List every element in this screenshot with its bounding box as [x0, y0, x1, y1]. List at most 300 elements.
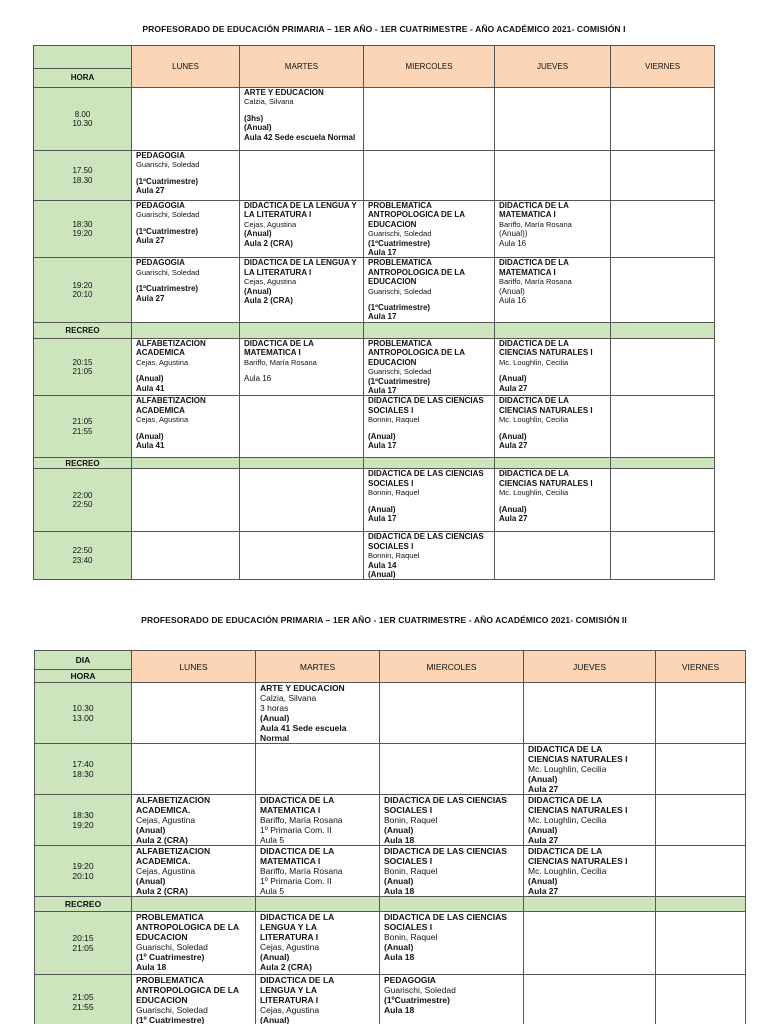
class-note: Aula 2 (CRA)	[244, 238, 293, 248]
time-value: 18:30	[72, 810, 94, 820]
subject-name: ALFABETIZACION	[136, 795, 211, 805]
class-cell	[380, 975, 524, 1024]
recreo-cell	[364, 458, 495, 469]
subject-name: ANTROPOLOGICA DE LA	[136, 922, 240, 932]
time-value: 13.00	[72, 713, 94, 723]
class-note: (1º Cuatrimestre)	[136, 1015, 205, 1024]
subject-name: DIDACTICA DE LA	[499, 396, 569, 406]
recreo-cell	[495, 322, 611, 338]
class-cell	[240, 338, 364, 395]
teacher-name: Cejas, Agustina	[136, 866, 196, 876]
subject-name: ANTROPOLOGICA DE LA	[368, 267, 466, 277]
class-cell	[495, 201, 611, 258]
class-cell	[380, 846, 524, 897]
time-slot	[35, 912, 132, 975]
class-cell	[132, 912, 256, 975]
class-note: Aula 27	[136, 293, 165, 303]
recreo-cell	[132, 897, 256, 912]
time-value: 20:15	[72, 933, 94, 943]
class-note: (Anual)	[368, 431, 396, 441]
class-cell	[495, 469, 611, 532]
subject-name: LITERATURA I	[260, 932, 319, 942]
time-slot-row	[35, 912, 746, 975]
day-header-lunes: LUNES	[132, 46, 240, 88]
empty-cell	[524, 683, 656, 744]
time-value: 18:30	[72, 769, 94, 779]
class-note: Aula 27	[499, 513, 528, 523]
hora-header: HORA	[35, 670, 132, 683]
teacher-name: Bariffo, María Rosana	[244, 357, 317, 367]
class-note: (Anual)	[528, 774, 558, 784]
class-note: Aula 18	[384, 1005, 415, 1015]
class-detail: Aula 16	[244, 374, 272, 384]
class-note: Aula 27	[499, 440, 528, 450]
day-header-martes: MARTES	[240, 46, 364, 88]
subject-name: PEDAGOGIA	[384, 975, 436, 985]
empty-cell	[495, 151, 611, 201]
time-slot-row	[35, 846, 746, 897]
class-cell	[132, 201, 240, 258]
empty-cell	[132, 744, 256, 795]
subject-name: ANTROPOLOGICA DE LA	[368, 348, 466, 358]
schedule-title-comision-2: PROFESORADO DE EDUCACIÓN PRIMARIA – 1ER AÑO - 1ER CUATRIMESTRE - AÑO ACADÉMICO 2021- COMISIÓN II	[141, 615, 627, 625]
subject-name: DIDACTICA DE LAS CIENCIAS	[368, 469, 484, 479]
class-note	[499, 367, 606, 374]
class-note: (Anual)	[368, 569, 396, 579]
class-note: (Anual)	[244, 229, 272, 239]
class-cell	[132, 151, 240, 201]
day-header-viernes: VIERNES	[611, 46, 715, 88]
class-note: (Anual)	[499, 504, 527, 514]
class-note: Aula 27	[528, 784, 559, 794]
teacher-name: Bariffo, María Rosana	[260, 866, 343, 876]
class-note: Aula 27	[528, 886, 559, 896]
subject-name: DIDACTICA DE LA	[244, 338, 314, 348]
class-note: (Anual)	[244, 123, 272, 133]
teacher-name: Bonnin, Raquel	[368, 551, 420, 561]
class-detail: 1º Primaria Com. II	[260, 825, 332, 835]
empty-cell	[611, 88, 715, 151]
class-cell	[524, 846, 656, 897]
time-slot	[34, 258, 132, 322]
time-slot-row	[34, 88, 715, 151]
recreo-cell	[240, 458, 364, 469]
teacher-name: Mc. Loughlin, Cecilia	[528, 866, 607, 876]
class-note: Aula 2 (CRA)	[244, 296, 293, 306]
subject-name: MATEMATICA I	[499, 210, 556, 220]
class-detail: 3 horas	[260, 703, 289, 713]
subject-name: EDUCACION	[368, 219, 417, 229]
class-cell	[240, 258, 364, 322]
hora-header: HORA	[34, 69, 132, 88]
time-slot-row	[34, 469, 715, 532]
class-note: (1ºCuatrimestre)	[368, 303, 431, 313]
class-note: (Anual)	[528, 876, 558, 886]
subject-name: PROBLEMATICA	[368, 338, 432, 348]
class-cell	[256, 975, 380, 1024]
subject-name: ARTE Y EDUCACION	[244, 88, 324, 97]
time-value: 21:05	[72, 417, 93, 427]
teacher-name: Bonnin, Raquel	[368, 415, 420, 425]
day-header-lunes: LUNES	[132, 651, 256, 683]
subject-name: SOCIALES I	[384, 805, 433, 815]
subject-name: ARTE Y EDUCACION	[260, 683, 345, 693]
time-slot-row	[34, 258, 715, 322]
time-slot-row	[34, 396, 715, 458]
time-slot-row	[35, 744, 746, 795]
class-cell	[364, 469, 495, 532]
class-note	[136, 277, 235, 284]
class-cell	[495, 396, 611, 458]
class-cell	[524, 744, 656, 795]
class-note: (Anual)	[384, 825, 414, 835]
teacher-name: Guarischi, Soledad	[368, 286, 432, 296]
class-note: (1ºCuatrimestre)	[368, 376, 431, 386]
class-note: (Anual)	[260, 1015, 290, 1024]
time-value: 21:05	[72, 943, 94, 953]
time-slot-row	[34, 338, 715, 395]
subject-name: PROBLEMATICA	[368, 201, 432, 210]
class-note	[499, 498, 606, 505]
subject-name: DIDACTICA DE LAS CIENCIAS	[384, 795, 507, 805]
class-note: (1ºCuatrimestre)	[136, 284, 199, 294]
teacher-name: Bonin, Raquel	[384, 866, 438, 876]
class-note: Aula 2 (CRA)	[136, 835, 188, 845]
time-slot	[34, 396, 132, 458]
class-note: Aula 18	[384, 886, 415, 896]
recreo-cell	[256, 897, 380, 912]
time-slot-row	[34, 532, 715, 580]
empty-cell	[380, 683, 524, 744]
recreo-cell	[380, 897, 524, 912]
teacher-name: Cejas, Agustina	[136, 415, 189, 425]
time-slot	[35, 683, 132, 744]
class-note: (Anual)	[499, 374, 527, 384]
subject-name: EDUCACION	[136, 995, 188, 1005]
empty-cell	[656, 795, 746, 846]
class-note: (Anual)	[136, 374, 164, 384]
empty-cell	[132, 88, 240, 151]
time-slot	[34, 88, 132, 151]
day-header-jueves: JUEVES	[524, 651, 656, 683]
time-value: 20:10	[72, 871, 94, 881]
subject-name: ALFABETIZACION	[136, 846, 211, 856]
time-value: 20:15	[72, 357, 93, 367]
subject-name: LENGUA Y LA	[260, 985, 317, 995]
class-note: Aula 27	[136, 186, 165, 196]
teacher-name: Bariffo, María Rosana	[260, 815, 343, 825]
empty-cell	[656, 975, 746, 1024]
teacher-name: Calzia, Silvana	[244, 97, 294, 107]
subject-name: DIDACTICA DE LA	[528, 846, 603, 856]
class-note: (Anual)	[499, 431, 527, 441]
day-header-jueves: JUEVES	[495, 46, 611, 88]
schedule-table-comision-1	[33, 45, 715, 580]
class-note: Aula 27	[528, 835, 559, 845]
class-note: Normal	[260, 733, 290, 743]
day-header-miercoles: MIERCOLES	[364, 46, 495, 88]
empty-cell	[656, 744, 746, 795]
class-cell	[256, 846, 380, 897]
class-note: Aula 41 Sede escuela	[260, 723, 347, 733]
recreo-row	[35, 897, 746, 912]
recreo-cell	[656, 897, 746, 912]
recreo-label: RECREO	[35, 897, 132, 912]
recreo-cell	[611, 458, 715, 469]
time-slot	[35, 846, 132, 897]
subject-name: SOCIALES I	[368, 405, 414, 415]
subject-name: MATEMATICA I	[499, 267, 556, 277]
class-cell	[524, 795, 656, 846]
class-note: (3hs)	[244, 113, 264, 123]
empty-cell	[611, 338, 715, 395]
class-note: Aula 41	[136, 383, 165, 393]
empty-cell	[132, 683, 256, 744]
subject-name: CIENCIAS NATURALES I	[528, 805, 628, 815]
class-note: Aula 17	[368, 440, 397, 450]
time-slot	[35, 744, 132, 795]
subject-name: ACADEMICA	[136, 405, 185, 415]
teacher-name: Cejas, Agustina	[260, 1005, 320, 1015]
subject-name: DIDACTICA DE LAS CIENCIAS	[368, 396, 484, 406]
class-note: (Anual)	[528, 825, 558, 835]
schedule-table-comision-2	[34, 650, 746, 1024]
teacher-name: Calzia, Silvana	[260, 693, 317, 703]
subject-name: DIDACTICA DE LA LENGUA Y	[244, 258, 357, 268]
class-note: (1ºCuatrimestre)	[136, 226, 199, 236]
class-detail: Aula 5	[260, 886, 285, 896]
day-header-viernes: VIERNES	[656, 651, 746, 683]
empty-cell	[524, 912, 656, 975]
time-value: 18:30	[72, 219, 93, 229]
class-note	[368, 425, 490, 432]
corner-header	[34, 46, 132, 69]
recreo-label: RECREO	[34, 322, 132, 338]
class-cell	[364, 532, 495, 580]
time-slot	[35, 975, 132, 1024]
recreo-cell	[495, 458, 611, 469]
time-value: 18.30	[72, 175, 93, 185]
class-cell	[132, 338, 240, 395]
class-note: Aula 17	[368, 385, 397, 395]
teacher-name: Guarischi, Soledad	[368, 229, 432, 239]
subject-name: CIENCIAS NATURALES I	[528, 856, 628, 866]
subject-name: DIDACTICA DE LA	[499, 338, 569, 348]
empty-cell	[611, 258, 715, 322]
empty-cell	[524, 975, 656, 1024]
class-cell	[495, 258, 611, 322]
class-note: Aula 27	[136, 236, 165, 246]
class-cell	[132, 846, 256, 897]
empty-cell	[611, 151, 715, 201]
time-value: 19:20	[72, 820, 94, 830]
time-value: 19:20	[72, 229, 93, 239]
class-note: Aula 41	[136, 440, 165, 450]
class-note	[136, 220, 235, 227]
day-header-martes: MARTES	[256, 651, 380, 683]
empty-cell	[364, 88, 495, 151]
subject-name: LA LITERATURA I	[244, 210, 312, 220]
subject-name: DIDACTICA DE LAS CIENCIAS	[384, 912, 507, 922]
class-detail: Aula 16	[499, 238, 527, 248]
class-note: (Anual)	[368, 504, 396, 514]
recreo-cell	[240, 322, 364, 338]
teacher-name: Cejas, Agustina	[244, 219, 297, 229]
class-note: Aula 27	[499, 383, 528, 393]
subject-name: ALFABETIZACION	[136, 396, 206, 406]
time-slot	[34, 532, 132, 580]
subject-name: DIDACTICA DE LA	[260, 912, 335, 922]
empty-cell	[364, 151, 495, 201]
subject-name: DIDACTICA DE LA	[499, 258, 569, 268]
time-value: 8.00	[74, 109, 91, 119]
time-slot	[34, 469, 132, 532]
class-note: Aula 17	[368, 513, 397, 523]
time-slot	[35, 795, 132, 846]
subject-name: EDUCACION	[368, 357, 417, 367]
subject-name: SOCIALES I	[384, 856, 433, 866]
class-cell	[256, 795, 380, 846]
class-note: (Anual)	[136, 431, 164, 441]
time-value: 17:40	[72, 759, 94, 769]
empty-cell	[656, 683, 746, 744]
teacher-name: Bariffo, María Rosana	[499, 277, 572, 287]
schedule-title-comision-1: PROFESORADO DE EDUCACIÓN PRIMARIA – 1ER AÑO - 1ER CUATRIMESTRE - AÑO ACADÉMICO 2021- COMISIÓN I	[142, 24, 626, 34]
subject-name: DIDACTICA DE LAS CIENCIAS	[368, 532, 484, 542]
time-value: 19:20	[72, 861, 94, 871]
class-note: Aula 2 (CRA)	[136, 886, 188, 896]
teacher-name: Mc. Loughlin, Cecilia	[528, 764, 607, 774]
subject-name: DIDACTICA DE LA	[260, 846, 335, 856]
empty-cell	[240, 151, 364, 201]
class-cell	[240, 88, 364, 151]
teacher-name: Guarischi, Soledad	[368, 367, 432, 377]
empty-cell	[611, 469, 715, 532]
teacher-name: Guarischi, Soledad	[136, 267, 200, 277]
subject-name: CIENCIAS NATURALES I	[499, 348, 593, 358]
empty-cell	[656, 912, 746, 975]
corner-header: DIA	[35, 651, 132, 670]
class-note: Aula 17	[368, 312, 397, 322]
subject-name: PROBLEMATICA	[136, 912, 204, 922]
class-note: (1ºCuatrimestre)	[368, 238, 431, 248]
time-slot-row	[35, 795, 746, 846]
time-slot-row	[34, 151, 715, 201]
class-cell	[380, 795, 524, 846]
recreo-cell	[364, 322, 495, 338]
time-value: 19:20	[72, 280, 93, 290]
subject-name: DIDACTICA DE LA LENGUA Y	[244, 201, 357, 210]
empty-cell	[656, 846, 746, 897]
class-detail: (Anual)	[499, 286, 525, 296]
subject-name: SOCIALES I	[368, 478, 414, 488]
empty-cell	[611, 396, 715, 458]
class-detail: Aula 16	[499, 296, 527, 306]
header-row	[34, 46, 715, 69]
teacher-name: Bonnin, Raquel	[368, 488, 420, 498]
subject-name: CIENCIAS NATURALES I	[499, 405, 593, 415]
teacher-name: Mc. Loughlin, Cecilia	[499, 415, 569, 425]
class-cell	[256, 912, 380, 975]
subject-name: PROBLEMATICA	[368, 258, 432, 268]
empty-cell	[380, 744, 524, 795]
class-cell	[364, 396, 495, 458]
teacher-name: Guarischi, Soledad	[136, 160, 200, 170]
subject-name: LITERATURA I	[260, 995, 319, 1005]
class-cell	[364, 258, 495, 322]
subject-name: CIENCIAS NATURALES I	[499, 478, 593, 488]
class-cell	[364, 201, 495, 258]
recreo-row	[34, 322, 715, 338]
empty-cell	[611, 532, 715, 580]
class-note: Aula 18	[136, 962, 167, 972]
class-note: (Anual)	[136, 876, 166, 886]
time-value: 22:00	[72, 490, 93, 500]
teacher-name: Guarischi, Soledad	[384, 985, 456, 995]
subject-name: ALFABETIZACION	[136, 338, 206, 348]
teacher-name: Mc. Loughlin, Cecilia	[499, 488, 569, 498]
time-value: 23:40	[72, 555, 93, 565]
class-note: (Anual)	[384, 876, 414, 886]
class-note: (Anual)	[136, 825, 166, 835]
time-slot	[34, 151, 132, 201]
empty-cell	[240, 396, 364, 458]
empty-cell	[240, 469, 364, 532]
time-slot-row	[34, 201, 715, 258]
class-detail: Aula 5	[260, 835, 285, 845]
subject-name: ANTROPOLOGICA DE LA	[136, 985, 240, 995]
teacher-name: Mc. Loughlin, Cecilia	[528, 815, 607, 825]
subject-name: PROBLEMATICA	[136, 975, 204, 985]
subject-name: DIDACTICA DE LA	[499, 469, 569, 479]
header-row	[35, 651, 746, 670]
class-note	[136, 425, 235, 432]
class-note	[244, 107, 359, 114]
class-note: Aula 14	[368, 560, 397, 570]
recreo-row	[34, 458, 715, 469]
subject-name: DIDACTICA DE LA	[528, 795, 603, 805]
time-slot	[34, 338, 132, 395]
time-value: 20:10	[72, 290, 93, 300]
empty-cell	[611, 201, 715, 258]
subject-name: ACADEMICA	[136, 348, 185, 358]
teacher-name: Cejas, Agustina	[136, 357, 189, 367]
class-note: Aula 17	[368, 248, 397, 258]
teacher-name: Bonin, Raquel	[384, 932, 438, 942]
time-value: 22:50	[72, 500, 93, 510]
time-value: 10.30	[72, 119, 93, 128]
class-note: (1ºCuatrimestre)	[384, 995, 450, 1005]
subject-name: SOCIALES I	[384, 922, 433, 932]
subject-name: PEDAGOGIA	[136, 151, 185, 160]
class-cell	[364, 338, 495, 395]
class-detail	[244, 367, 359, 374]
class-note	[499, 425, 606, 432]
subject-name: DIDACTICA DE LA	[528, 744, 603, 754]
subject-name: LENGUA Y LA	[260, 922, 317, 932]
recreo-cell	[524, 897, 656, 912]
time-value: 21:05	[72, 367, 93, 377]
empty-cell	[495, 532, 611, 580]
class-note: Aula 18	[384, 835, 415, 845]
subject-name: DIDACTICA DE LAS CIENCIAS	[384, 846, 507, 856]
recreo-label: RECREO	[34, 458, 132, 469]
subject-name: ACADEMICA.	[136, 856, 191, 866]
class-cell	[132, 795, 256, 846]
time-value: 10.30	[72, 703, 94, 713]
teacher-name: Cejas, Agustina	[136, 815, 196, 825]
class-note: (Anual)	[260, 952, 290, 962]
